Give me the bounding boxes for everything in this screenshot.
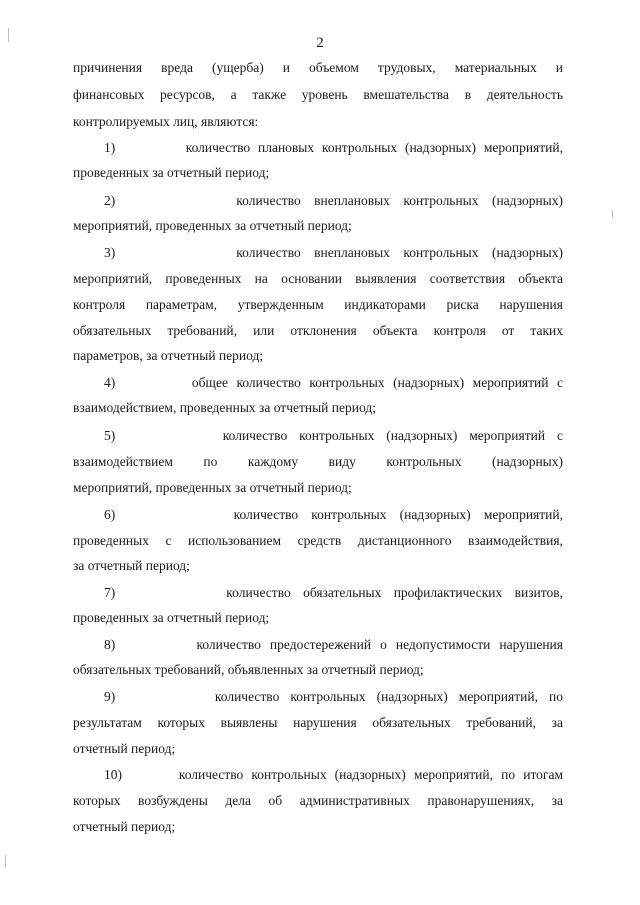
text-line: мероприятий, проведенных за отчетный период; [73, 218, 352, 233]
list-item-6-line: 6) количество контрольных (надзорных) мероприятий, [104, 507, 563, 522]
list-item-3-line: 3) количество внеплановых контрольных (надзорных) [104, 245, 563, 260]
list-item-2-line: 2) количество внеплановых контрольных (надзорных) [104, 193, 563, 208]
scan-mark [5, 855, 6, 867]
list-item-4-line: 4) общее количество контрольных (надзорных) мероприятий с [104, 375, 563, 390]
text-line: отчетный период; [73, 741, 176, 756]
list-item-9-line: 9) количество контрольных (надзорных) мероприятий, по [104, 689, 563, 704]
list-item-7-line: 7) количество обязательных профилактических визитов, [104, 585, 563, 600]
list-item-8-line: 8) количество предостережений о недопустимости нарушения [104, 637, 563, 652]
text-line: за отчетный период; [73, 558, 190, 573]
text-line: результатам которых выявлены нарушения обязательных требований, за [73, 715, 563, 730]
text-line: проведенных за отчетный период; [73, 165, 270, 180]
text-line: проведенных за отчетный период; [73, 610, 270, 625]
text-line: отчетный период; [73, 819, 176, 834]
text-line: проведенных с использованием средств дистанционного взаимодействия, [73, 533, 563, 548]
text-line: мероприятий, проведенных за отчетный период; [73, 480, 352, 495]
text-line: мероприятий, проведенных на основании выявления соответствия объекта [73, 271, 563, 286]
text-line: обязательных требований, объявленных за отчетный период; [73, 662, 424, 677]
text-line: которых возбуждены дела об административных правонарушениях, за [73, 793, 563, 808]
text-line: контроля параметрам, утвержденным индикаторами риска нарушения [73, 297, 563, 312]
text-line: обязательных требований, или отклонения объекта контроля от таких [73, 323, 563, 338]
text-line: причинения вреда (ущерба) и объемом трудовых, материальных и [73, 60, 563, 75]
page-number: 2 [316, 35, 324, 51]
scan-mark [612, 210, 613, 218]
list-item-1-line: 1) количество плановых контрольных (надзорных) мероприятий, [104, 140, 563, 155]
scan-mark [8, 28, 9, 42]
text-line: параметров, за отчетный период; [73, 348, 264, 363]
list-item-5-line: 5) количество контрольных (надзорных) мероприятий с [104, 428, 563, 443]
list-item-10-line: 10) количество контрольных (надзорных) мероприятий, по итогам [104, 767, 563, 782]
text-line: контролируемых лиц, являются: [73, 114, 259, 129]
text-line: взаимодействием, проведенных за отчетный период; [73, 400, 376, 415]
text-line: взаимодействием по каждому виду контрольных (надзорных) [73, 454, 563, 469]
text-line: финансовых ресурсов, а также уровень вмешательства в деятельность [73, 87, 563, 102]
